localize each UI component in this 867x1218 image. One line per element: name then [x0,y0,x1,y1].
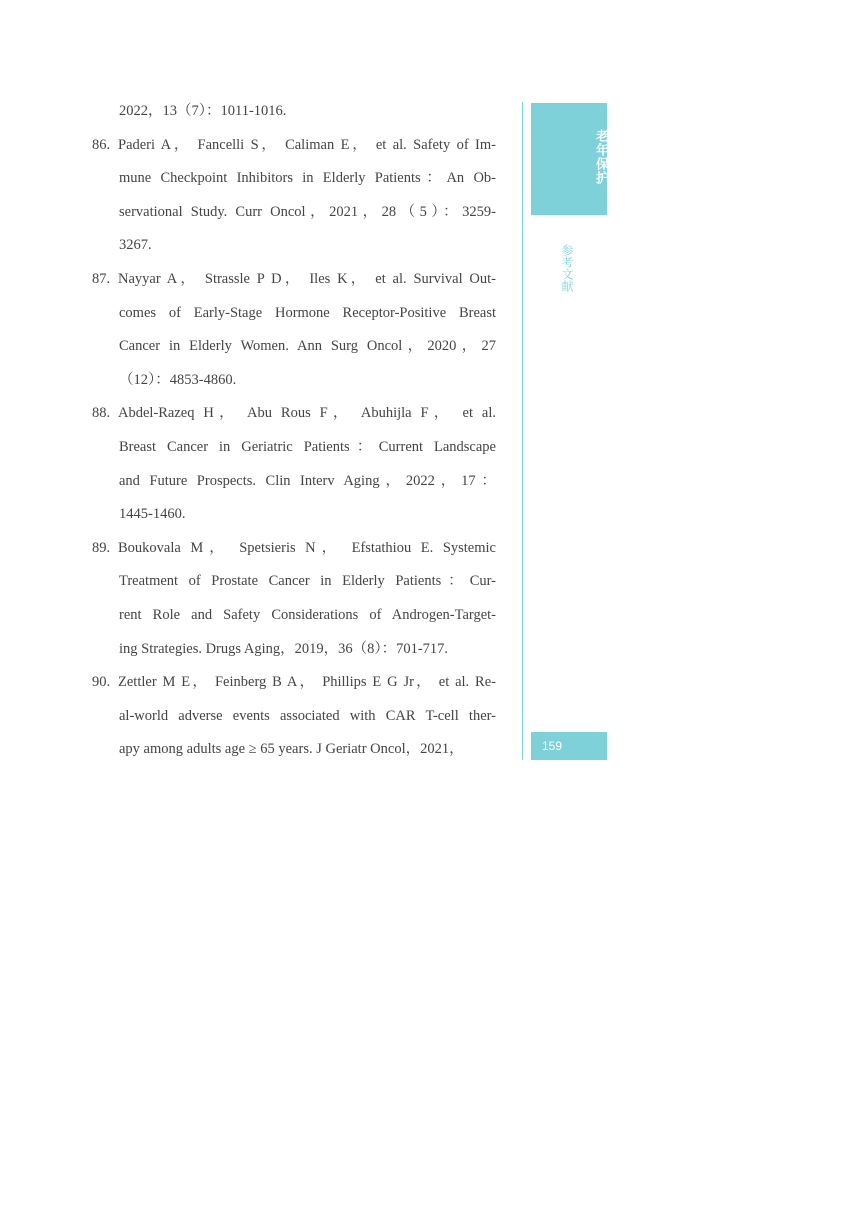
reference-text: Cancer in Elderly Women. Ann Surg Oncol，2020，27 [119,338,496,355]
chapter-tab [531,103,607,215]
reference-continuation [92,95,496,129]
reference-text: Zettler M E， Feinberg B A， Phillips E G Jr， et al. Re- [118,674,496,691]
reference-text: rent Role and Safety Considerations of Androgen-Target- [119,606,496,623]
reference-line [92,465,496,499]
reference-item-90 [92,666,496,700]
reference-number: 89. [92,539,111,556]
reference-line [92,431,496,465]
page-number: 159 [531,732,607,760]
reference-text: Treatment of Prostate Cancer in Elderly Patients：Cur- [119,573,496,590]
reference-line [92,633,496,667]
section-label: 参考文献 [560,244,574,292]
reference-item-87 [92,263,496,297]
reference-text: Boukovala M， Spetsieris N， Efstathiou E. Systemic [118,539,496,556]
reference-number: 88. [92,405,111,422]
reference-text: 3267. [119,237,152,254]
reference-line [92,330,496,364]
reference-line [92,162,496,196]
reference-text: Nayyar A， Strassle P D， Iles K， et al. Survival Out- [118,270,496,287]
reference-line [92,733,496,767]
reference-line [92,565,496,599]
margin-divider [522,102,523,760]
reference-text: servational Study. Curr Oncol，2021，28（5）：3259- [119,203,496,220]
reference-text: 2022，13（7）：1011-1016. [119,103,287,119]
reference-text: Breast Cancer in Geriatric Patients：Current Landscape [119,438,496,455]
reference-text: al-world adverse events associated with CAR T-cell ther- [119,707,496,724]
reference-item-86 [92,129,496,163]
reference-line [92,700,496,734]
reference-text: 1445-1460. [119,506,186,523]
chapter-tab-label: 老年保护 [593,129,608,185]
reference-number: 87. [92,270,111,287]
reference-line [92,229,496,263]
reference-line [92,196,496,230]
reference-text: Abdel-Razeq H， Abu Rous F， Abuhijla F， et al. [118,405,496,422]
reference-text: Paderi A， Fancelli S， Caliman E， et al. Safety of Im- [118,136,496,153]
reference-line [92,498,496,532]
reference-text: apy among adults age ≥ 65 years. J Geriatr Oncol，2021， [119,741,464,758]
reference-list [92,95,496,767]
reference-text: ing Strategies. Drugs Aging，2019，36（8）：701-717. [119,640,449,657]
reference-text: （12）：4853-4860. [119,371,237,388]
reference-text: mune Checkpoint Inhibitors in Elderly Patients：An Ob- [119,170,496,187]
reference-number: 86. [92,136,111,153]
reference-item-88 [92,397,496,431]
reference-line [92,364,496,398]
reference-line [92,297,496,331]
reference-text: and Future Prospects. Clin Interv Aging，2022，17： [119,472,496,489]
reference-item-89 [92,532,496,566]
reference-number: 90. [92,674,111,691]
reference-line [92,599,496,633]
reference-text: comes of Early-Stage Hormone Receptor-Positive Breast [119,304,496,321]
